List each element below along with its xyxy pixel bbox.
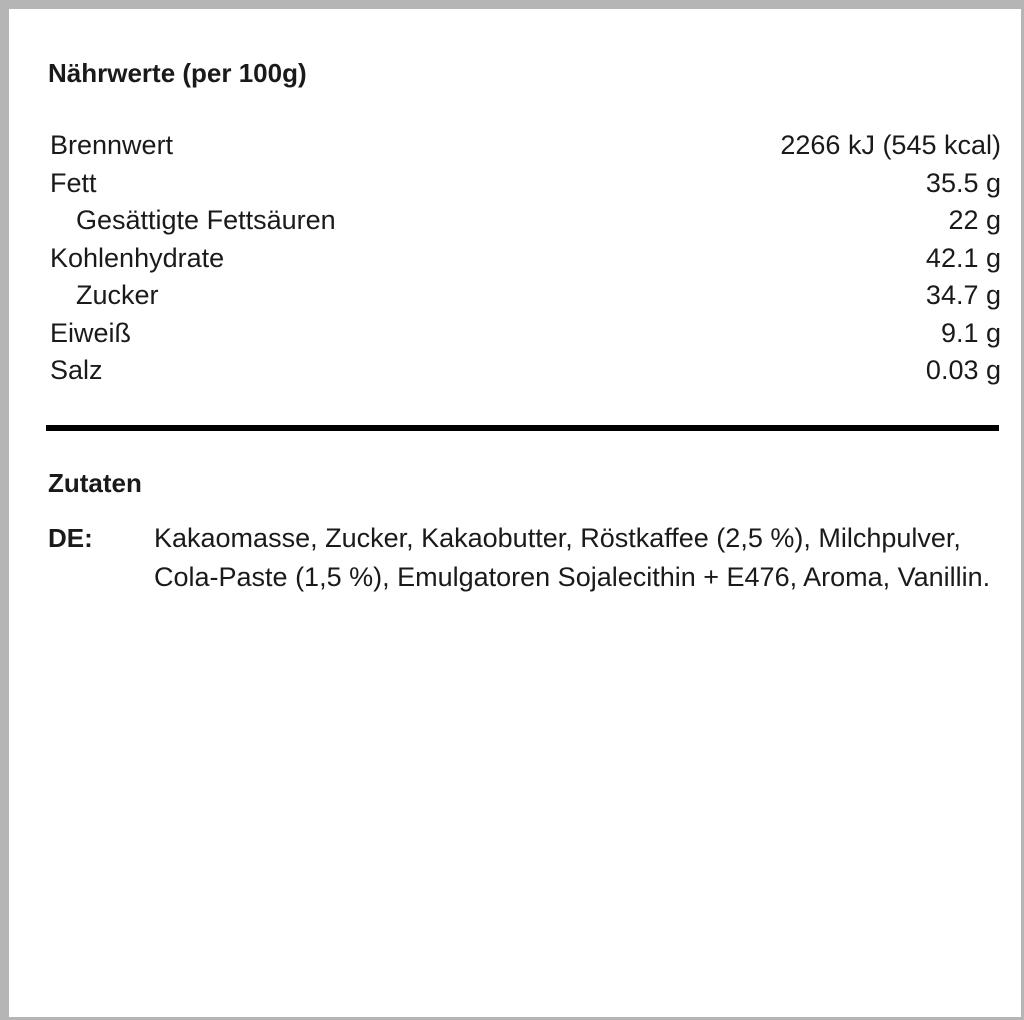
nutrient-name: Eiweiß xyxy=(50,317,132,348)
nutrient-value: 35.5 g xyxy=(925,167,1001,198)
nutrient-name: Brennwert xyxy=(50,130,174,160)
nutrient-name: Zucker xyxy=(76,280,159,310)
nutrition-table xyxy=(48,127,1001,390)
language-label: DE: xyxy=(48,523,93,553)
nutrient-value: 22 g xyxy=(948,205,1001,235)
nutrient-name: Salz xyxy=(50,355,103,385)
nutrient-name: Kohlenhydrate xyxy=(50,242,225,273)
nutrient-row-eiweiss xyxy=(48,315,1001,353)
nutrient-row-fett xyxy=(48,165,1001,203)
nutrient-row-zucker xyxy=(48,277,1001,315)
nutrient-name: Gesättigte Fettsäuren xyxy=(76,205,336,235)
nutrient-value: 42.1 g xyxy=(925,242,1001,273)
nutrient-row-salz xyxy=(48,352,1001,390)
ingredients-title: Zutaten xyxy=(48,468,142,498)
nutrient-row-gesaettigte-fettsaeuren xyxy=(48,202,1001,240)
nutrient-value: 2266 kJ (545 kcal) xyxy=(780,130,1001,160)
nutrition-title: Nährwerte (per 100g) xyxy=(48,58,307,88)
nutrient-value: 0.03 g xyxy=(925,355,1001,385)
section-divider xyxy=(46,425,999,431)
nutrient-value: 34.7 g xyxy=(925,280,1001,310)
nutrient-value: 9.1 g xyxy=(940,317,1001,348)
nutrient-name: Fett xyxy=(50,167,97,198)
nutrient-row-kohlenhydrate xyxy=(48,240,1001,278)
nutrient-row-brennwert xyxy=(48,127,1001,165)
ingredients-text: Kakaomasse, Zucker, Kakaobutter, Röstkaffee (2,5 %), Milchpulver, Cola-Paste (1,5 %), Emulgatoren Sojalecithin + E476, Aroma, Vanillin. xyxy=(154,523,991,592)
